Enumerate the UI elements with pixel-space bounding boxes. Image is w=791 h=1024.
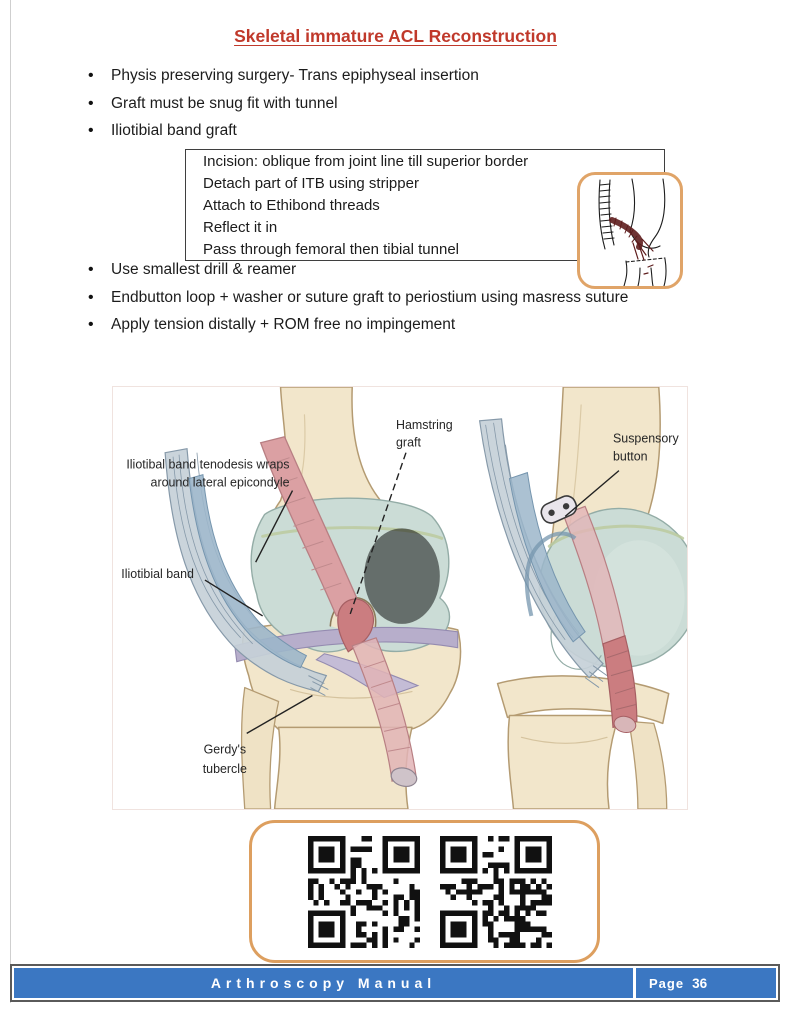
bullet-item: • Physis preserving surgery- Trans epiphyseal insertion: [86, 62, 686, 90]
label-itb-tenodesis: around lateral epicondyle: [150, 475, 290, 490]
footer-page-section: [636, 968, 776, 998]
incision-line: Incision: oblique from joint line till superior border: [203, 153, 529, 170]
bullet-item: • Graft must be snug fit with tunnel: [86, 90, 686, 118]
label-gerdys-tubercle: tubercle: [202, 762, 247, 777]
page-title: Skeletal immature ACL Reconstruction: [234, 26, 557, 46]
incision-line: Detach part of ITB using stripper: [203, 175, 419, 192]
bullet-item: • Iliotibial band graft: [86, 117, 686, 145]
bullet-item: • Use smallest drill & reamer: [86, 256, 686, 284]
bullet-item: [86, 284, 651, 312]
label-suspensory-button: Suspensory: [612, 431, 679, 446]
bullet-list-top: [86, 62, 686, 145]
label-itb-tenodesis: Iliotibal band tenodesis wraps: [126, 457, 290, 472]
knee-sketch-thumbnail: [577, 172, 683, 289]
label-iliotibial-band: Iliotibial band: [121, 567, 194, 582]
bullet-item: • Apply tension distally + ROM free no impingement: [86, 311, 686, 339]
page-number: 36: [692, 975, 708, 991]
label-suspensory-button: button: [612, 449, 648, 464]
bullet-item-text: Endbutton loop + washer or suture graft to periostium using masress suture: [111, 288, 629, 306]
qr-code-panel: [249, 820, 600, 963]
page-edge-line: [10, 0, 11, 1003]
page-label: Page: [649, 975, 685, 991]
label-hamstring-graft: graft: [396, 435, 421, 450]
qr-code-right: [440, 836, 552, 948]
footer-title: Arthroscopy Manual: [14, 968, 633, 998]
knee-sketch-drawing: [580, 175, 680, 286]
knee-anatomy-illustration: [113, 387, 687, 809]
incision-line: Pass through femoral then tibial tunnel: [203, 241, 459, 258]
qr-code-left: [308, 836, 420, 948]
page-footer: [10, 964, 780, 1002]
knee-anatomy-figure: [112, 386, 688, 810]
label-gerdys-tubercle: Gerdy's: [203, 742, 247, 757]
incision-line: Reflect it in: [203, 219, 278, 236]
incision-line: Attach to Ethibond threads: [203, 197, 380, 214]
label-hamstring-graft: Hamstring: [396, 417, 453, 432]
